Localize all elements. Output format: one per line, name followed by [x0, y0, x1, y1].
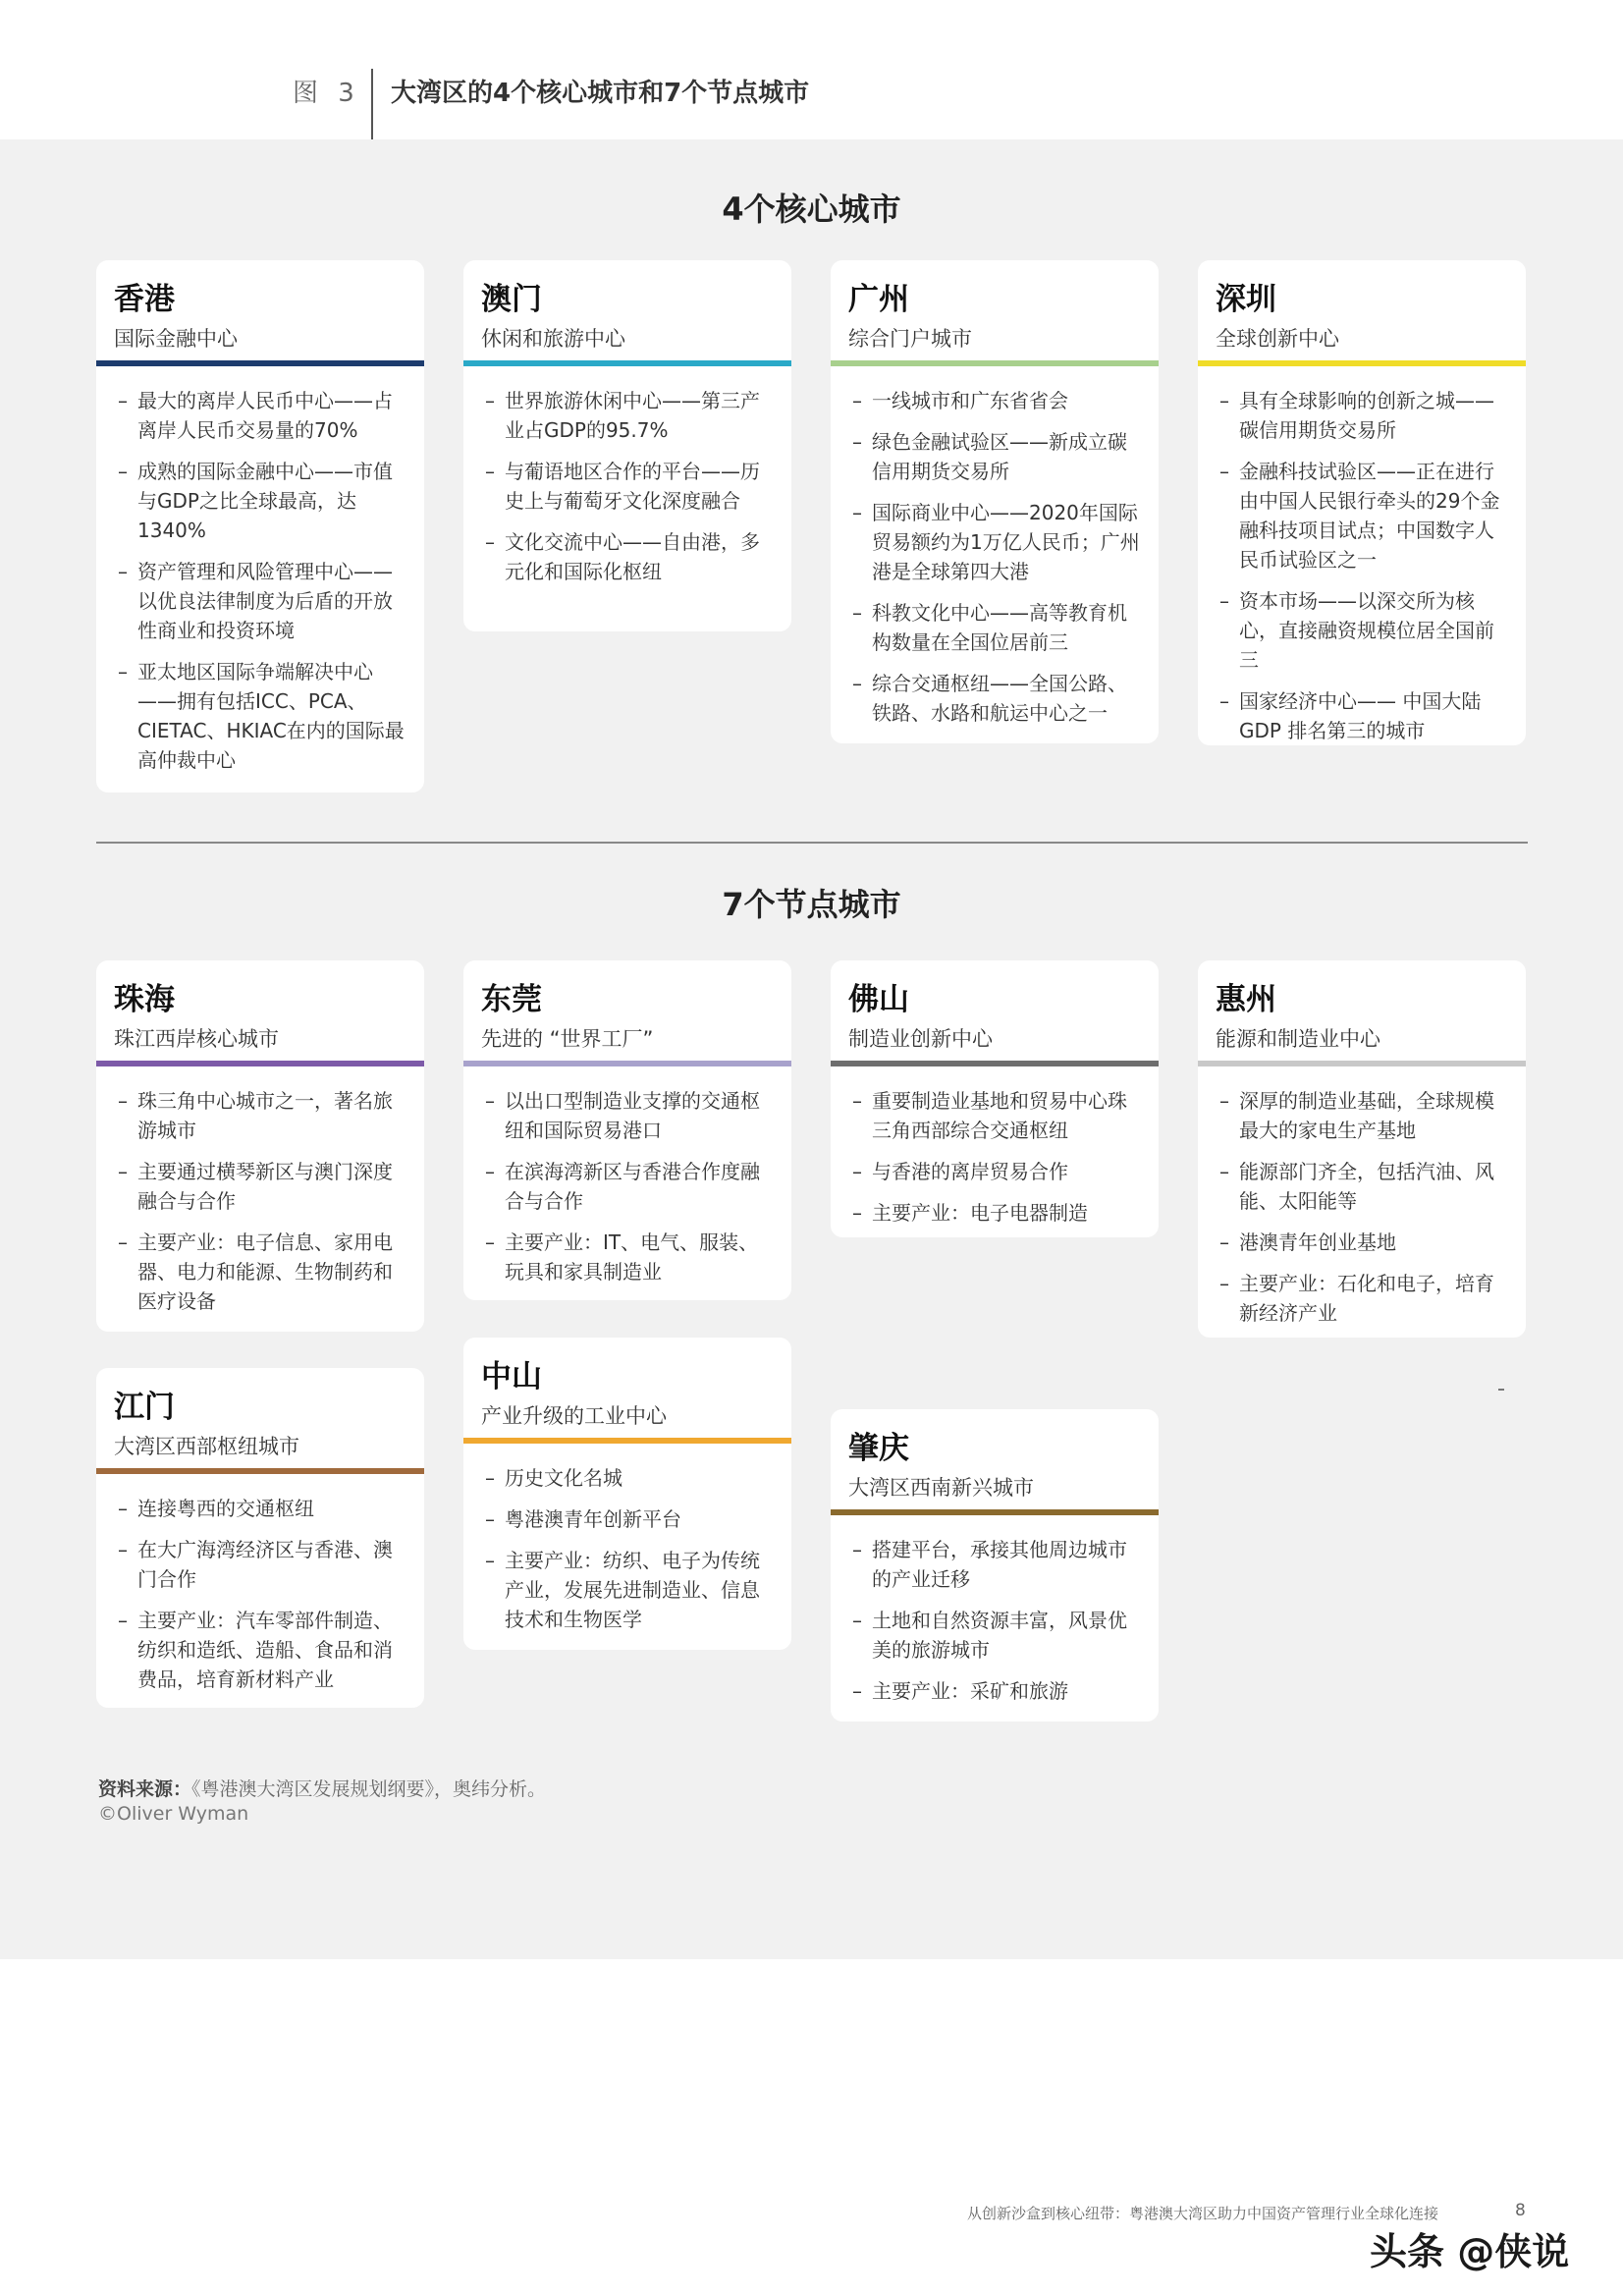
list-item: – 港澳青年创业基地 — [1217, 1228, 1510, 1257]
list-item: – 主要产业：石化和电子，培育新经济产业 — [1217, 1269, 1510, 1328]
city-feature-list — [831, 1066, 1159, 1253]
card-header — [1198, 960, 1526, 1061]
card-header — [96, 260, 424, 360]
card-header — [831, 960, 1159, 1061]
card-header — [96, 1368, 424, 1468]
city-name: 香港 — [114, 282, 175, 317]
source-text: 《粤港澳大湾区发展规划纲要》，奥纬分析。 — [191, 1778, 547, 1800]
city-card-zhuhai — [96, 960, 424, 1332]
card-header — [831, 260, 1159, 360]
city-name: 佛山 — [848, 982, 909, 1017]
figure-divider — [371, 69, 373, 139]
watermark: 头条 @侠说 — [1370, 2230, 1570, 2273]
card-header — [831, 1409, 1159, 1509]
city-name: 中山 — [481, 1359, 542, 1394]
city-feature-list — [463, 1444, 791, 1660]
section-separator — [96, 842, 1528, 844]
list-item: – 一线城市和广东省省会 — [850, 386, 1143, 415]
list-item: – 亚太地区国际争端解决中心——拥有包括ICC、PCA、CIETAC、HKIAC在内的国际最高仲裁中心 — [116, 657, 408, 775]
list-item: – 具有全球影响的创新之城——碳信用期货交易所 — [1217, 386, 1510, 445]
city-subtitle: 休闲和旅游中心 — [481, 327, 625, 351]
city-feature-list — [463, 366, 791, 612]
list-item: – 在大广海湾经济区与香港、澳门合作 — [116, 1535, 408, 1594]
figure-header — [0, 0, 1623, 139]
city-subtitle: 大湾区西南新兴城市 — [848, 1476, 1034, 1500]
city-subtitle: 能源和制造业中心 — [1216, 1027, 1380, 1051]
city-feature-list — [831, 1515, 1159, 1731]
core-section-title: 4个核心城市 — [722, 191, 901, 228]
list-item: – 土地和自然资源丰富，风景优美的旅游城市 — [850, 1606, 1143, 1665]
city-name: 深圳 — [1216, 282, 1276, 317]
copyright: ©Oliver Wyman — [98, 1803, 249, 1825]
list-item: – 资产管理和风险管理中心——以优良法律制度为后盾的开放性商业和投资环境 — [116, 557, 408, 645]
list-item: – 国际商业中心——2020年国际贸易额约为1万亿人民币；广州港是全球第四大港 — [850, 498, 1143, 586]
city-card-macau — [463, 260, 791, 631]
card-header — [1198, 260, 1526, 360]
city-card-jiangmen — [96, 1368, 424, 1708]
card-header — [463, 260, 791, 360]
list-item: – 主要产业：汽车零部件制造、纺织和造纸、造船、食品和消费品，培育新材料产业 — [116, 1606, 408, 1694]
list-item: – 珠三角中心城市之一，著名旅游城市 — [116, 1086, 408, 1145]
card-header — [96, 960, 424, 1061]
card-header — [463, 1338, 791, 1438]
city-name: 澳门 — [481, 282, 542, 317]
list-item: – 绿色金融试验区——新成立碳信用期货交易所 — [850, 427, 1143, 486]
list-item: – 主要产业：采矿和旅游 — [850, 1676, 1143, 1706]
list-item: – 与香港的离岸贸易合作 — [850, 1157, 1143, 1186]
list-item: – 与葡语地区合作的平台——历史上与葡萄牙文化深度融合 — [483, 457, 776, 516]
list-item: – 以出口型制造业支撑的交通枢纽和国际贸易港口 — [483, 1086, 776, 1145]
city-subtitle: 大湾区西部枢纽城市 — [114, 1435, 299, 1458]
city-feature-list — [463, 1066, 791, 1312]
card-header — [463, 960, 791, 1061]
list-item: – 主要产业：电子信息、家用电器、电力和能源、生物制药和医疗设备 — [116, 1228, 408, 1316]
figure-label: 图 3 — [293, 79, 360, 108]
list-item: – 历史文化名城 — [483, 1463, 776, 1493]
city-feature-list — [1198, 366, 1526, 771]
city-feature-list — [831, 366, 1159, 753]
city-card-shenzhen — [1198, 260, 1526, 745]
city-subtitle: 国际金融中心 — [114, 327, 238, 351]
page-number: 8 — [1515, 2201, 1526, 2220]
city-subtitle: 先进的 “世界工厂” — [481, 1027, 654, 1051]
city-feature-list — [96, 1066, 424, 1341]
stray-mark — [1498, 1389, 1504, 1391]
city-name: 珠海 — [114, 982, 175, 1017]
source-label: 资料来源： — [98, 1778, 192, 1800]
city-card-foshan — [831, 960, 1159, 1237]
city-feature-list — [96, 1474, 424, 1720]
list-item: – 重要制造业基地和贸易中心珠三角西部综合交通枢纽 — [850, 1086, 1143, 1145]
city-subtitle: 产业升级的工业中心 — [481, 1404, 667, 1428]
list-item: – 最大的离岸人民币中心——占离岸人民币交易量的70% — [116, 386, 408, 445]
node-section-title: 7个节点城市 — [722, 886, 901, 923]
footer-text: 从创新沙盒到核心纽带：粤港澳大湾区助力中国资产管理行业全球化连接 — [967, 2205, 1439, 2222]
list-item: – 深厚的制造业基础，全球规模最大的家电生产基地 — [1217, 1086, 1510, 1145]
city-name: 惠州 — [1216, 982, 1276, 1017]
list-item: – 在滨海湾新区与香港合作度融合与合作 — [483, 1157, 776, 1216]
list-item: – 综合交通枢纽——全国公路、铁路、水路和航运中心之一 — [850, 669, 1143, 728]
figure-title: 大湾区的4个核心城市和7个节点城市 — [391, 79, 810, 108]
list-item: – 主要产业：IT、电气、服装、玩具和家具制造业 — [483, 1228, 776, 1286]
city-card-zhongshan — [463, 1338, 791, 1650]
city-name: 肇庆 — [848, 1431, 909, 1466]
city-card-hongkong — [96, 260, 424, 793]
list-item: – 主要产业：纺织、电子为传统产业，发展先进制造业、信息技术和生物医学 — [483, 1546, 776, 1634]
list-item: – 科教文化中心——高等教育机构数量在全国位居前三 — [850, 598, 1143, 657]
list-item: – 文化交流中心——自由港，多元化和国际化枢纽 — [483, 527, 776, 586]
list-item: – 能源部门齐全，包括汽油、风能、太阳能等 — [1217, 1157, 1510, 1216]
list-item: – 世界旅游休闲中心——第三产业占GDP的95.7% — [483, 386, 776, 445]
city-subtitle: 全球创新中心 — [1216, 327, 1339, 351]
city-card-guangzhou — [831, 260, 1159, 743]
list-item: – 成熟的国际金融中心——市值与GDP之比全球最高，达1340% — [116, 457, 408, 545]
list-item: – 金融科技试验区——正在进行由中国人民银行牵头的29个金融科技项目试点；中国数字人民币试验区之一 — [1217, 457, 1510, 574]
city-feature-list — [1198, 1066, 1526, 1353]
city-card-huizhou — [1198, 960, 1526, 1338]
city-name: 江门 — [114, 1390, 175, 1425]
city-name: 广州 — [848, 282, 909, 317]
list-item: – 主要产业：电子电器制造 — [850, 1198, 1143, 1228]
city-card-zhaoqing — [831, 1409, 1159, 1722]
city-subtitle: 珠江西岸核心城市 — [114, 1027, 279, 1051]
list-item: – 粤港澳青年创新平台 — [483, 1504, 776, 1534]
city-card-dongguan — [463, 960, 791, 1300]
list-item: – 搭建平台，承接其他周边城市的产业迁移 — [850, 1535, 1143, 1594]
list-item: – 国家经济中心—— 中国大陆GDP 排名第三的城市 — [1217, 686, 1510, 745]
city-name: 东莞 — [481, 982, 542, 1017]
source-note — [98, 1775, 546, 1801]
city-subtitle: 制造业创新中心 — [848, 1027, 993, 1051]
city-feature-list — [96, 366, 424, 800]
list-item: – 资本市场——以深交所为核心，直接融资规模位居全国前三 — [1217, 586, 1510, 675]
city-subtitle: 综合门户城市 — [848, 327, 972, 351]
list-item: – 连接粤西的交通枢纽 — [116, 1494, 408, 1523]
list-item: – 主要通过横琴新区与澳门深度融合与合作 — [116, 1157, 408, 1216]
